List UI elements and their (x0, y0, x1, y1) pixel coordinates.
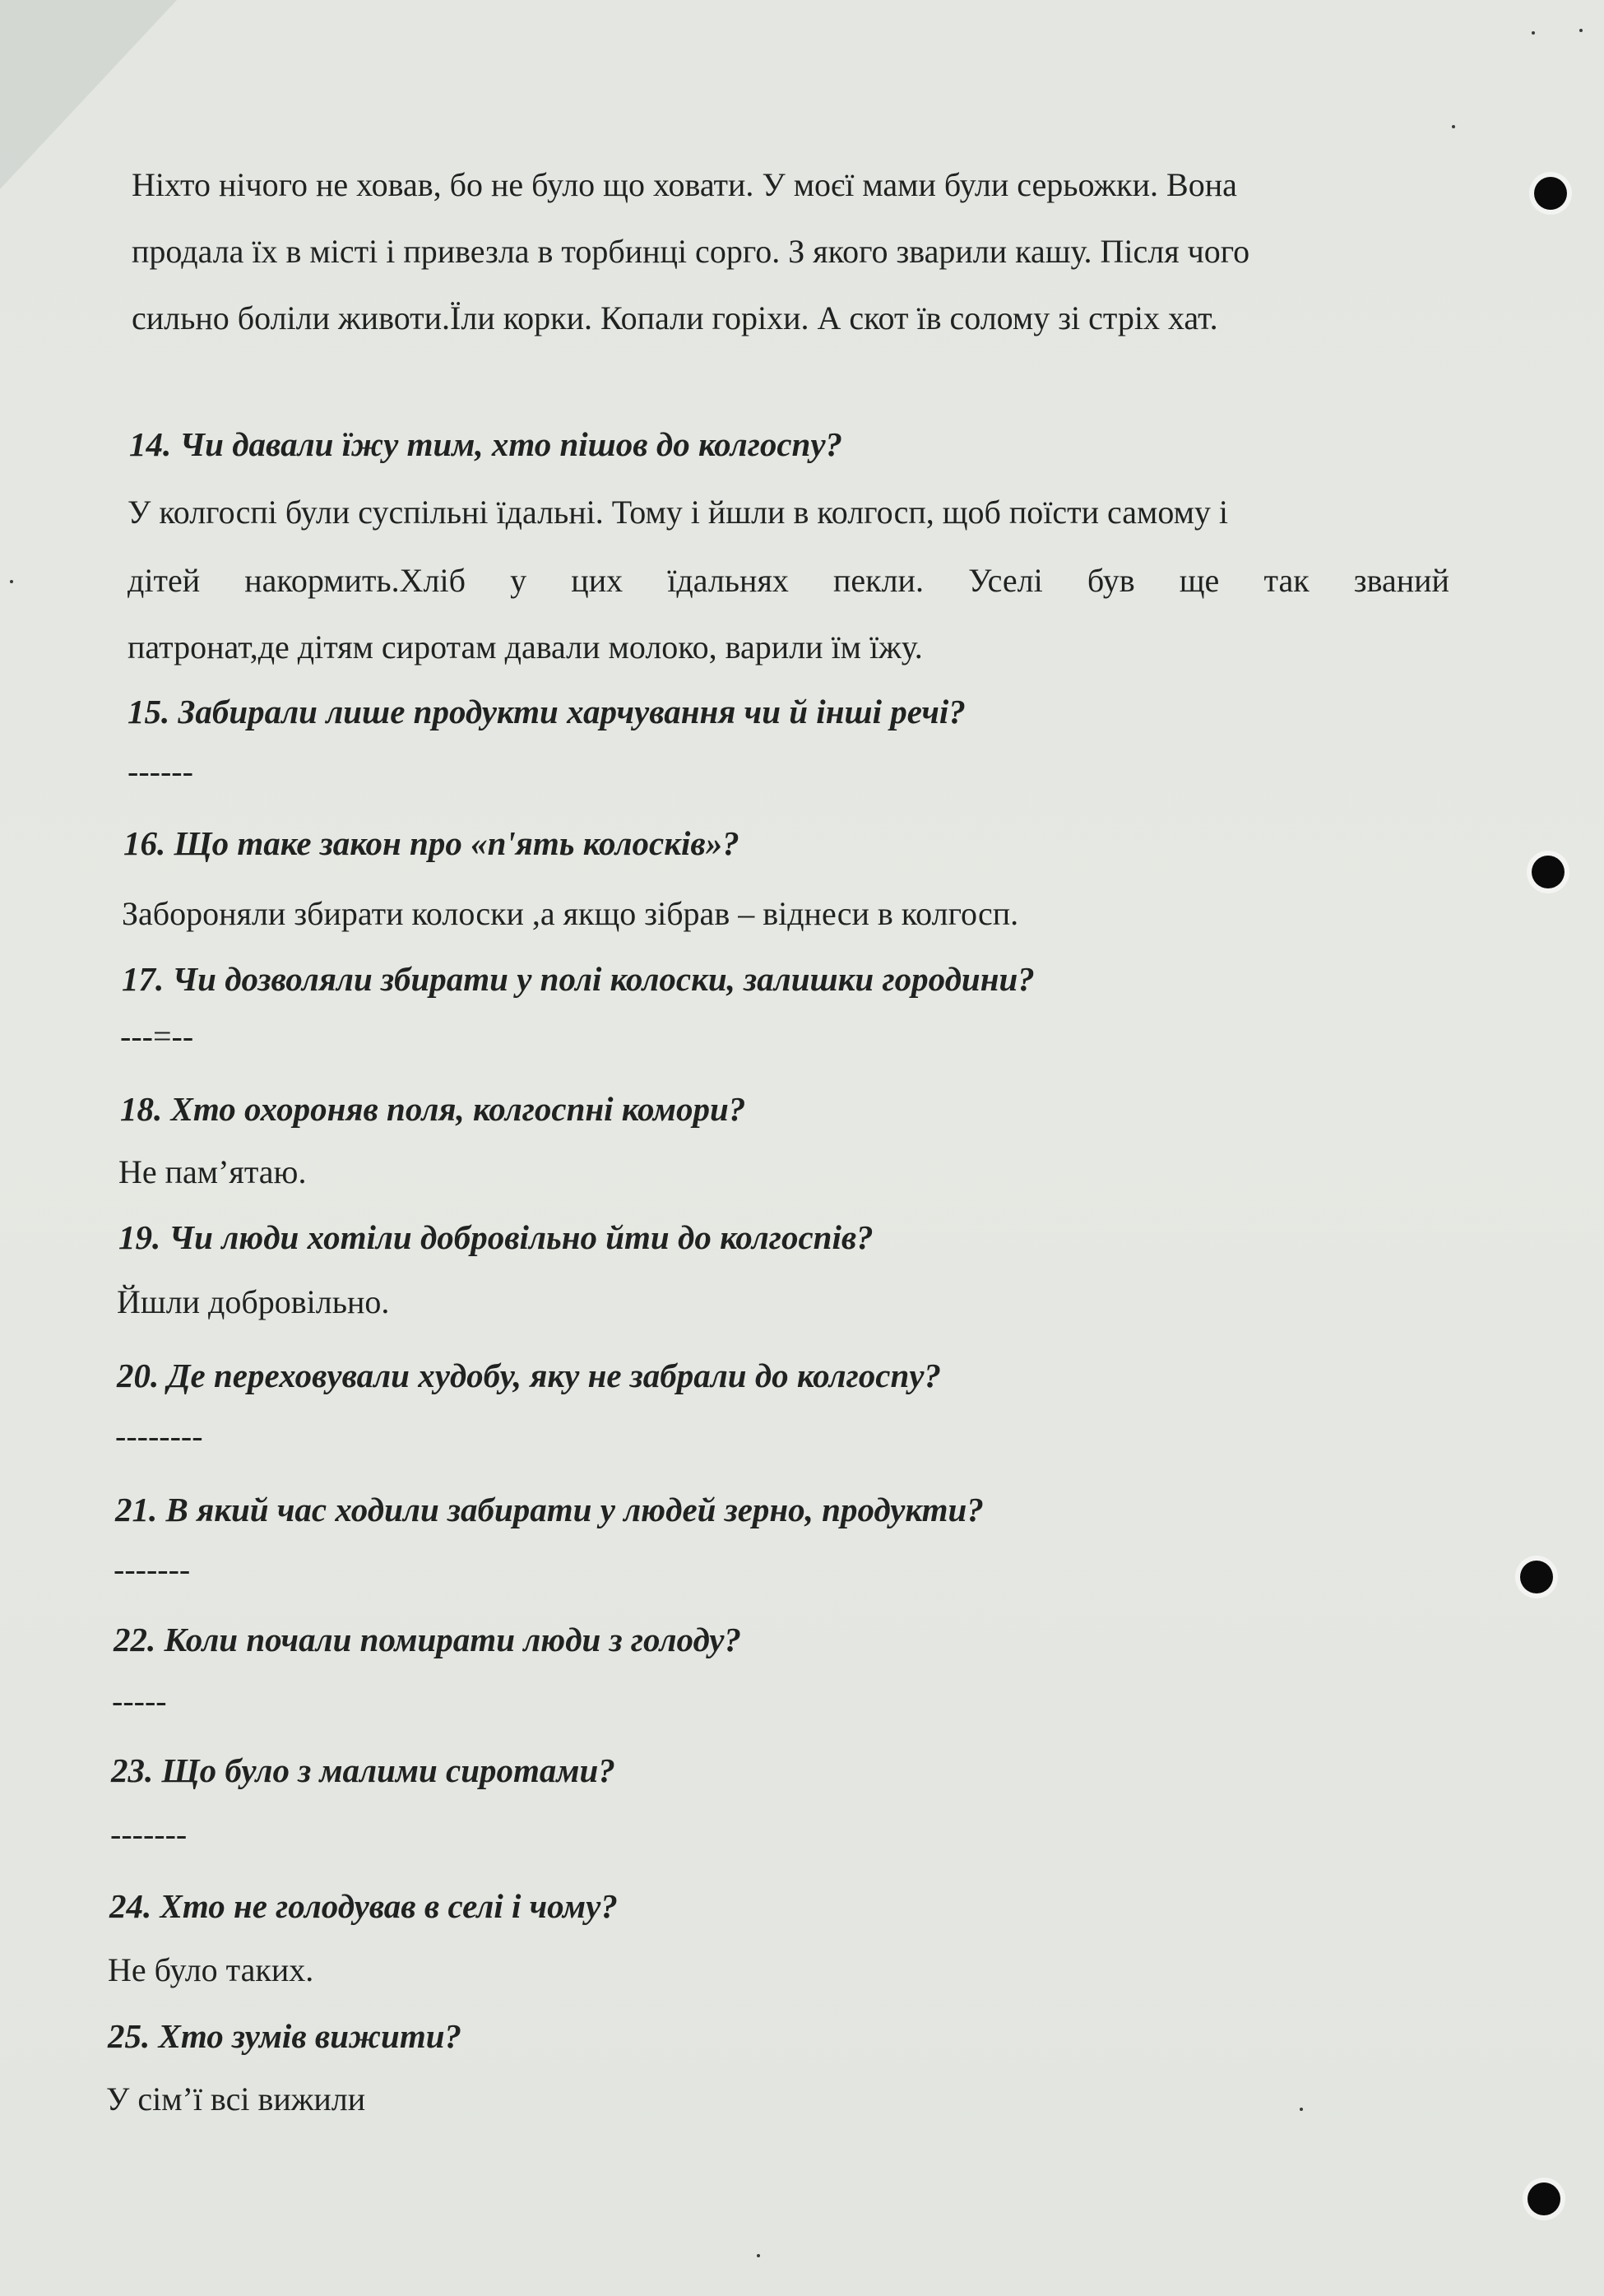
word: Уселі (968, 562, 1043, 599)
speck (1532, 31, 1535, 35)
speck (1300, 2108, 1303, 2111)
word: цих (571, 562, 624, 599)
question-18: 18. Хто охороняв поля, колгоспні комори? (120, 1090, 746, 1128)
folded-corner (0, 0, 177, 189)
answer-21: ------- (114, 1551, 191, 1588)
intro-line: продала їх в місті і привезла в торбинці сорго. З якого зварили кашу. Після чого (132, 233, 1250, 270)
punch-hole (1528, 2182, 1560, 2215)
question-19: 19. Чи люди хотіли добровільно йти до колгоспів? (118, 1218, 874, 1256)
intro-line: Ніхто нічого не ховав, бо не було що ховати. У моєї мами були серьожки. Вона (132, 166, 1237, 203)
word: званий (1353, 562, 1449, 599)
answer-25: У сім’ї всі вижили (106, 2080, 366, 2117)
word: накормить.Хліб (244, 562, 466, 599)
question-16: 16. Що таке закон про «п'ять колосків»? (123, 824, 739, 862)
speck (1579, 29, 1583, 32)
word: їдальнях (667, 562, 789, 599)
question-21: 21. В який час ходили забирати у людей зерно, продукти? (115, 1491, 984, 1528)
speck (757, 2254, 760, 2257)
answer-14-line1: У колгоспі були суспільні їдальні. Тому і йшли в колгосп, щоб поїсти самому і (127, 494, 1229, 531)
word: у (510, 562, 527, 599)
question-23: 23. Що було з малими сиротами? (111, 1751, 615, 1789)
answer-24: Не було таких. (108, 1951, 314, 1988)
word: дітей (127, 562, 201, 599)
answer-15: ------ (127, 753, 193, 790)
word: так (1263, 562, 1310, 599)
punch-hole (1520, 1561, 1553, 1593)
answer-14-line2 (127, 564, 1449, 597)
word: ще (1179, 562, 1220, 599)
intro-line: сильно боліли животи.Їли корки. Копали горіхи. А скот їв солому зі стріх хат. (132, 299, 1218, 336)
answer-22: ----- (112, 1682, 167, 1719)
question-22: 22. Коли почали помирати люди з голоду? (114, 1621, 741, 1658)
answer-16: Забороняли збирати колоски ,а якщо зібрав – віднеси в колгосп. (122, 895, 1019, 932)
question-25: 25. Хто зумів вижити? (108, 2017, 462, 2055)
punch-hole (1532, 856, 1565, 888)
punch-hole (1534, 177, 1567, 210)
word: був (1087, 562, 1135, 599)
question-20: 20. Де переховували худобу, яку не забрали до колгоспу? (117, 1357, 941, 1394)
question-17: 17. Чи дозволяли збирати у полі колоски, залишки городини? (122, 960, 1035, 998)
word: пекли. (833, 562, 924, 599)
speck (1452, 125, 1455, 128)
answer-23: ------- (110, 1816, 188, 1853)
answer-17: ---=-- (120, 1018, 194, 1055)
question-24: 24. Хто не голодував в селі і чому? (109, 1887, 618, 1925)
answer-19: Йшли добровільно. (117, 1283, 390, 1320)
speck (10, 580, 13, 583)
answer-20: -------- (115, 1417, 203, 1454)
answer-18: Не пам’ятаю. (118, 1153, 307, 1190)
question-14: 14. Чи давали їжу тим, хто пішов до колгоспу? (129, 425, 843, 463)
answer-14-line3: патронат,де дітям сиротам давали молоко, варили їм їжу. (127, 629, 923, 666)
question-15: 15. Забирали лише продукти харчування чи й інші речі? (127, 693, 966, 731)
